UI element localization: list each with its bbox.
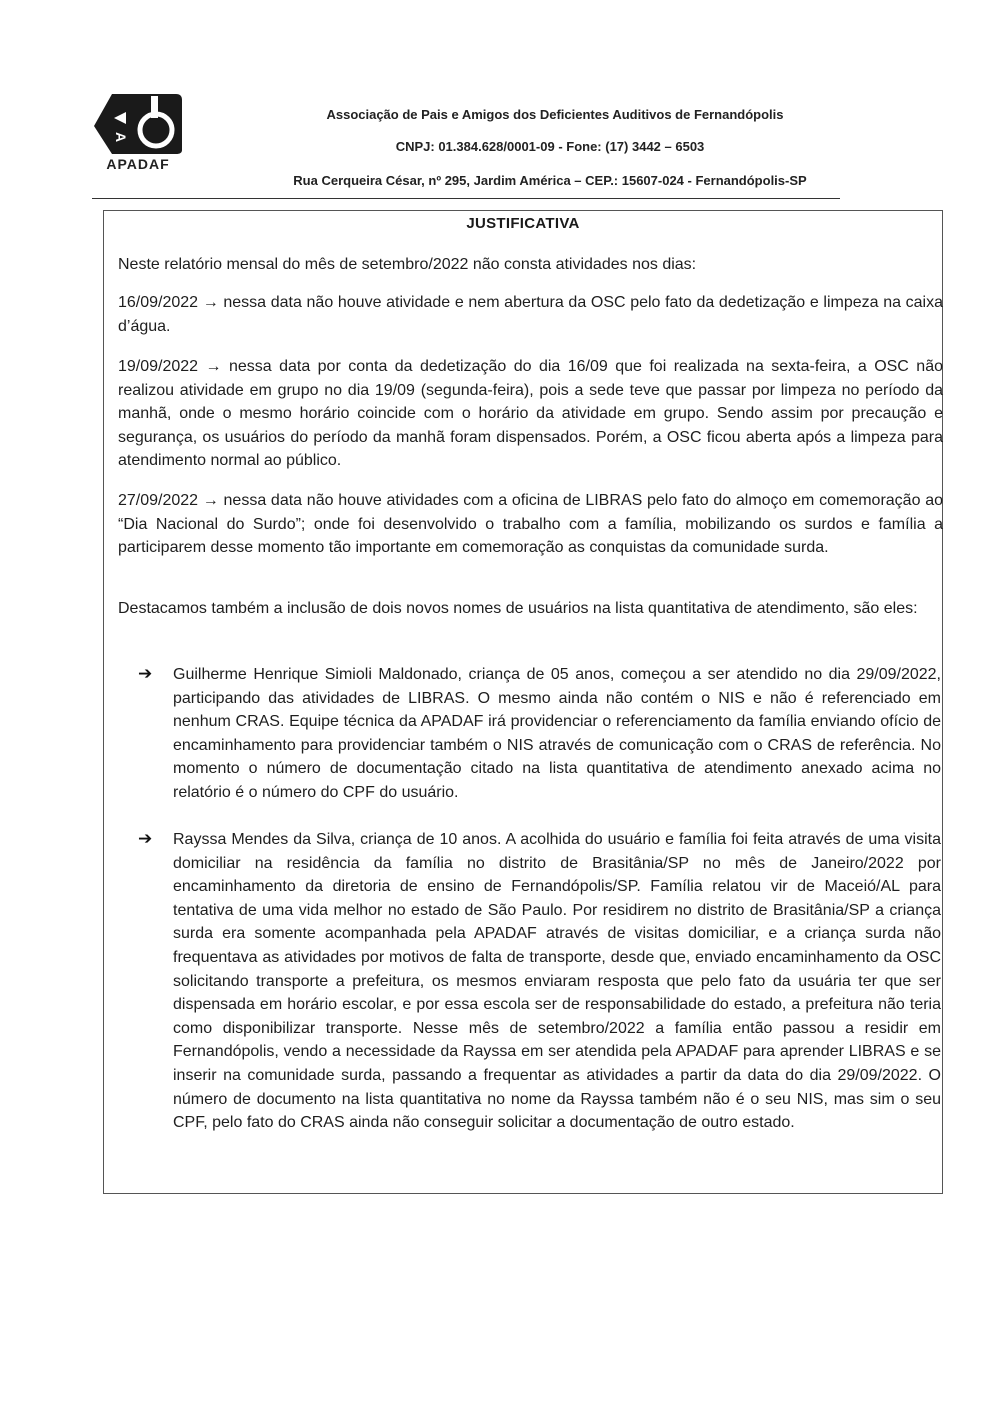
svg-text:A: A — [113, 132, 129, 143]
justification-box — [103, 210, 943, 1194]
document-title: JUSTIFICATIVA — [466, 215, 580, 232]
cnpj-phone: CNPJ: 01.384.628/0001-09 - Fone: (17) 3442 – 6503 — [395, 139, 705, 154]
header-divider — [92, 198, 840, 199]
organization-logo — [92, 92, 184, 178]
highlight-paragraph: Destacamos também a inclusão de dois novos nomes de usuários na lista quantitativa de atendimento, são eles: — [118, 600, 918, 617]
bullet-rayssa: Rayssa Mendes da Silva, criança de 10 anos. A acolhida do usuário e família foi feita através de uma visita domiciliar na residência da família no distrito de Brasitânia/SP no mês de Janeiro/2022 por encaminhamento da diretoria de ensino de Fernandópolis/SP. Família relatou vir de Maceió/AL para tentativa de uma vida melhor no estado de São Paulo. Por residirem no distrito de Brasitânia/SP a criança surda era somente acompanhada pela APADAF através de visitas domiciliar, e a criança surda não frequentava as atividades por motivos de falta de transporte, desde que, enviado encaminhamento da OSC solicitando transporte a prefeitura, os mesmos enviaram resposta que pelo fato da usuária ter que ser dispensada em horário escolar, e por essa escola ser de responsabilidade do estado, a prefeitura não teria como disponibilizar transporte. Nesse mês de setembro/2022 a família então passou a residir em Fernandópolis, vendo a necessidade da Rayssa em ser atendida pela APADAF para aprender LIBRAS e se inserir na comunidade surda, passando a frequentar as atividades a partir da data do dia 29/09/2022. O número de documento na lista quantitativa no nome da Rayssa também não é o seu NIS, mas sim o seu CPF, pelo fato do CRAS ainda não conseguir solicitar a documentação de outro estado. — [173, 831, 941, 1132]
entry-16-09: 16/09/2022 → nessa data não houve atividade e nem abertura da OSC pelo fato da dedetização e limpeza na caixa d’água. — [118, 294, 943, 335]
bullet-guilherme: Guilherme Henrique Simioli Maldonado, criança de 05 anos, começou a ser atendido no dia 29/09/2022, participando das atividades de LIBRAS. O mesmo ainda não contém o NIS e não é referenciado em nenhum CRAS. Equipe técnica da APADAF irá providenciar o referenciamento da família enviando ofício de encaminhamento para providenciar também o NIS através de comunicação com o CRAS de referência. No momento o número de documentação citado na lista quantitativa de atendimento anexado acima no relatório é o número do CPF do usuário. — [173, 666, 941, 801]
entry-19-09: 19/09/2022 → nessa data por conta da dedetização do dia 16/09 que foi realizada na sexta-feira, a OSC não realizou atividade em grupo no dia 19/09 (segunda-feira), pois a sede teve que passar por limpeza no período da manhã, onde o mesmo horário coincide com o horário da atividade em grupo. Sendo assim por precaução e segurança, os usuários do período da manhã foram dispensados. Porém, a OSC ficou aberta após a limpeza para atendimento normal ao público. — [118, 358, 943, 469]
arrow-bullet-icon: ➔ — [138, 829, 153, 848]
entry-27-09: 27/09/2022 → nessa data não houve atividades com a oficina de LIBRAS pelo fato do almoço em comemoração ao “Dia Nacional do Surdo”; onde foi desenvolvido o trabalho com a família, mobilizando os surdos e família a participarem desse momento tão importante em comemoração as conquistas da comunidade surda. — [118, 492, 943, 556]
logo-wordmark: APADAF — [106, 156, 170, 172]
arrow-bullet-icon: ➔ — [138, 664, 153, 683]
organization-name: Associação de Pais e Amigos dos Deficientes Auditivos de Fernandópolis — [326, 107, 784, 122]
apadaf-logo-icon — [92, 92, 184, 156]
address: Rua Cerqueira César, nº 295, Jardim América – CEP.: 15607-024 - Fernandópolis-SP — [293, 173, 807, 188]
intro-paragraph: Neste relatório mensal do mês de setembro/2022 não consta atividades nos dias: — [118, 256, 697, 273]
